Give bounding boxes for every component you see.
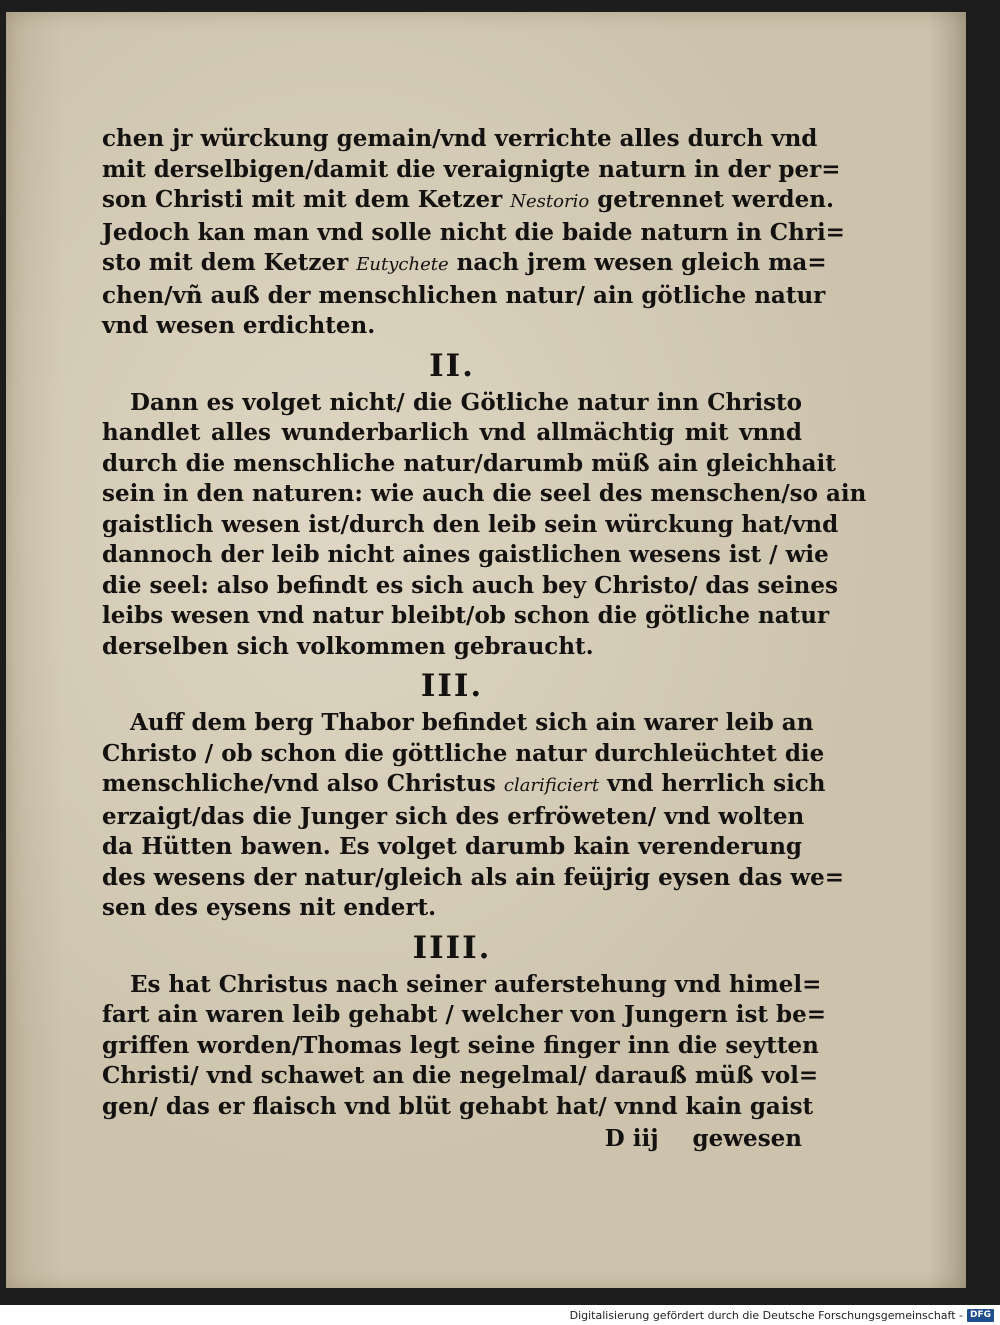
text-line: handlet alles wunderbarlich vnd allmächtig mit vnnd [102,419,802,446]
section-heading-2: II. [429,347,475,384]
text-line: derselben sich volkommen gebraucht. [102,632,594,660]
text-line: durch die menschliche natur/darumb müß ain gleichhait [102,449,836,477]
footer-bar [0,1305,1000,1325]
text-line: Es hat Christus nach seiner auferstehung vnd himel= [130,970,822,998]
catchword: gewesen [692,1125,802,1152]
text-line: Jedoch kan man vnd solle nicht die baide naturn in Chri= [102,218,845,246]
text-line: des wesens der natur/gleich als ain feüjrig eysen das we= [102,863,845,891]
text-line: Auff dem berg Thabor befindet sich ain warer leib an [130,709,814,736]
funding-credit: Digitalisierung gefördert durch die Deutsche Forschungsgemeinschaft - [569,1308,963,1322]
text-segment: nach jrem wesen gleich ma= [456,249,827,276]
text-line: gen/ das er flaisch vnd blüt gehabt hat/ vnnd kain gaist [102,1092,814,1120]
text-line: dannoch der leib nicht aines gaistlichen wesens ist / wie [102,541,829,568]
paragraph-4 [102,970,827,1123]
text-line: Dann es volget nicht/ die Götliche natur inn Christo [130,388,802,416]
paragraph-1 [102,124,845,342]
text-line: die seel: also befindt es sich auch bey Christo/ das seines [102,571,838,599]
text-line: erzaigt/das die Junger sich des erfröweten/ vnd wolten [102,802,805,830]
text-line: Christo / ob schon die göttliche natur durchleüchtet die [102,739,825,767]
text-line [102,185,834,218]
section-heading-3: III. [420,668,484,704]
text-line: leibs wesen vnd natur bleibt/ob schon die götliche natur [102,602,830,629]
page-text [102,124,867,1155]
text-line: mit derselbigen/damit die veraignigte naturn in der per= [102,155,841,183]
text-line: chen jr würckung gemain/vnd verrichte alles durch vnd [102,125,818,152]
paragraph-3 [102,708,845,924]
paragraph-2 [102,388,867,663]
text-segment: vnd herrlich sich [607,770,826,797]
latin-term-eutychete: Eutychete [356,254,449,275]
signature-line [102,1124,802,1155]
text-segment: menschliche/vnd also Christus [102,770,496,797]
text-line [102,769,826,802]
text-line [102,248,827,281]
text-segment: getrennet werden. [597,186,834,213]
text-line: sein in den naturen: wie auch die seel des menschen/so ain [102,480,867,507]
text-line: chen/vñ auß der menschlichen natur/ ain götliche natur [102,281,826,309]
section-heading-4: IIII. [412,929,492,966]
text-segment: son Christi mit mit dem Ketzer [102,186,503,213]
text-line: Christi/ vnd schawet an die negelmal/ darauß müß vol= [102,1062,819,1089]
dfg-logo-icon: DFG [967,1309,994,1322]
text-line: fart ain waren leib gehabt / welcher von Jungern ist be= [102,1001,827,1028]
text-line: gaistlich wesen ist/durch den leib sein würckung hat/vnd [102,510,839,538]
text-line: griffen worden/Thomas legt seine finger inn die seytten [102,1031,819,1059]
text-line: vnd wesen erdichten. [102,312,376,339]
book-page [6,12,966,1288]
text-line: sen des eysens nit endert. [102,894,437,921]
text-line: da Hütten bawen. Es volget darumb kain verenderung [102,833,802,860]
text-segment: sto mit dem Ketzer [102,249,349,276]
signature-mark: D iij [604,1125,659,1152]
latin-term-nestorio: Nestorio [510,191,590,212]
latin-term-clarificiert: clarificiert [503,775,600,796]
